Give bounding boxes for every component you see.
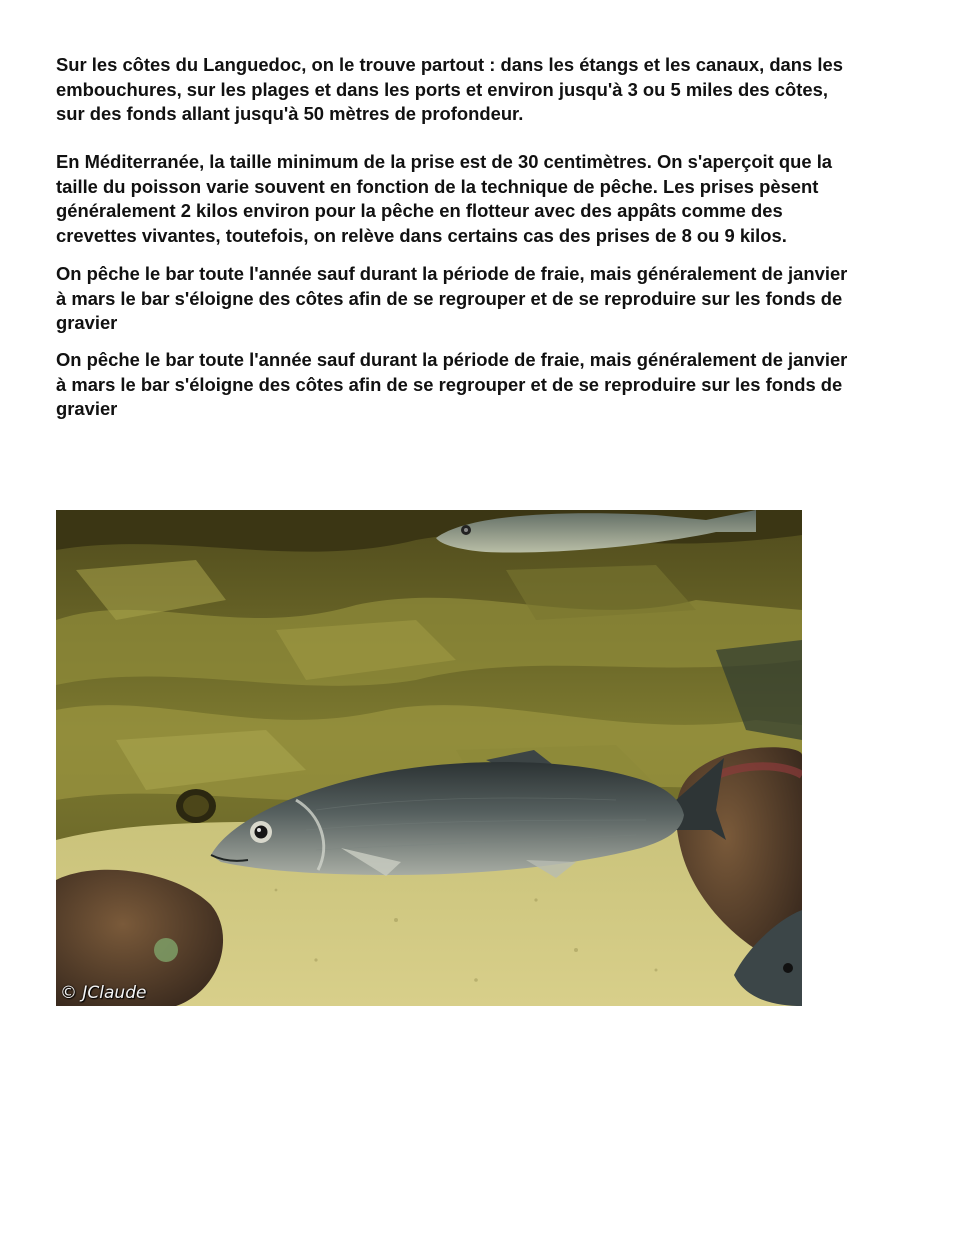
sea-bass-photo [56, 510, 802, 1006]
photo-credit: © JClaude [60, 983, 147, 1003]
paragraph-season: On pêche le bar toute l'année sauf durant la période de fraie, mais généralement de janvier à mars le bar s'éloigne des côtes afin de se regrouper et de se reproduire sur les fonds de gravier [56, 263, 848, 333]
paragraph-season-repeat: On pêche le bar toute l'année sauf durant la période de fraie, mais généralement de janvier à mars le bar s'éloigne des côtes afin de se regrouper et de se reproduire sur les fonds de gravier [56, 349, 848, 419]
aquarium-scene-image [56, 510, 802, 1006]
paragraph-habitat: Sur les côtes du Languedoc, on le trouve partout : dans les étangs et les canaux, dans les embouchures, sur les plages et dans les ports et environ jusqu'à 3 ou 5 miles des côtes, sur des fonds allant jusqu'à 50 mètres de profondeur. [56, 54, 843, 124]
paragraph-size-weight: En Méditerranée, la taille minimum de la prise est de 30 centimètres. On s'aperçoit que la taille du poisson varie souvent en fonction de la technique de pêche. Les prises pèsent généralement 2 kilos environ pour la pêche en flotteur avec des appâts comme des crevettes vivantes, toutefois, on relève dans certains cas des prises de 8 ou 9 kilos. [56, 151, 833, 246]
